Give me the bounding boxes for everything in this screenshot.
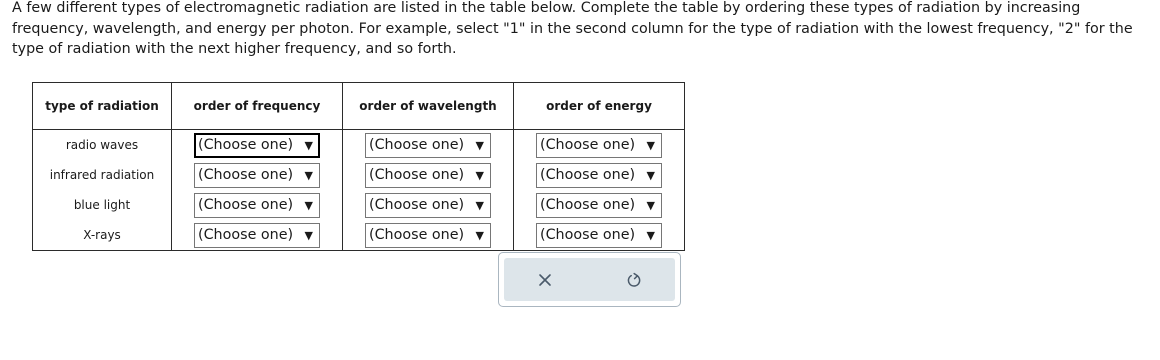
select-value: (Choose one) bbox=[369, 227, 465, 243]
frequency-select[interactable] bbox=[194, 223, 320, 248]
select-value: (Choose one) bbox=[540, 137, 636, 153]
table-row bbox=[33, 130, 685, 161]
radiation-table bbox=[32, 82, 685, 251]
header-order-of-energy: order of energy bbox=[514, 83, 685, 130]
energy-cell bbox=[514, 160, 685, 190]
dropdown-arrow-icon: ▼ bbox=[475, 138, 484, 152]
radiation-name: radio waves bbox=[33, 130, 172, 161]
select-value: (Choose one) bbox=[369, 197, 465, 213]
wavelength-cell bbox=[343, 220, 514, 251]
energy-cell bbox=[514, 190, 685, 220]
select-value: (Choose one) bbox=[198, 167, 294, 183]
dropdown-arrow-icon: ▼ bbox=[646, 168, 655, 182]
select-value: (Choose one) bbox=[198, 227, 294, 243]
select-value: (Choose one) bbox=[540, 167, 636, 183]
undo-icon bbox=[626, 272, 642, 288]
header-order-of-wavelength: order of wavelength bbox=[343, 83, 514, 130]
select-value: (Choose one) bbox=[198, 137, 294, 153]
dropdown-arrow-icon: ▼ bbox=[475, 198, 484, 212]
select-value: (Choose one) bbox=[540, 197, 636, 213]
dropdown-arrow-icon: ▼ bbox=[304, 168, 313, 182]
energy-cell bbox=[514, 130, 685, 161]
dropdown-arrow-icon: ▼ bbox=[646, 228, 655, 242]
action-button-bar bbox=[504, 258, 675, 301]
wavelength-cell bbox=[343, 160, 514, 190]
select-value: (Choose one) bbox=[540, 227, 636, 243]
dropdown-arrow-icon: ▼ bbox=[475, 228, 484, 242]
radiation-name: infrared radiation bbox=[33, 160, 172, 190]
radiation-name: X-rays bbox=[33, 220, 172, 251]
frequency-select[interactable] bbox=[194, 133, 320, 158]
wavelength-select[interactable] bbox=[365, 133, 491, 158]
energy-select[interactable] bbox=[536, 163, 662, 188]
undo-button[interactable] bbox=[604, 258, 664, 301]
energy-select[interactable] bbox=[536, 223, 662, 248]
instructions-text: A few different types of electromagnetic radiation are listed in the table below. Complete the table by ordering these types of radiation by increasing frequency, wavelength, and energy per photon. For example, select "1" in the second column for the type of radiation with the lowest frequency, "2" for the type of radiation with the next higher frequency, and so forth. bbox=[12, 0, 1133, 57]
clear-button[interactable] bbox=[515, 258, 575, 301]
table-row bbox=[33, 190, 685, 220]
wavelength-cell bbox=[343, 190, 514, 220]
select-value: (Choose one) bbox=[369, 167, 465, 183]
select-value: (Choose one) bbox=[369, 137, 465, 153]
frequency-cell bbox=[172, 160, 343, 190]
dropdown-arrow-icon: ▼ bbox=[646, 138, 655, 152]
wavelength-select[interactable] bbox=[365, 193, 491, 218]
energy-select[interactable] bbox=[536, 133, 662, 158]
table-row bbox=[33, 220, 685, 251]
header-type-of-radiation: type of radiation bbox=[33, 83, 172, 130]
table-header-row bbox=[33, 83, 685, 130]
dropdown-arrow-icon: ▼ bbox=[304, 198, 313, 212]
frequency-select[interactable] bbox=[194, 193, 320, 218]
dropdown-arrow-icon: ▼ bbox=[475, 168, 484, 182]
dropdown-arrow-icon: ▼ bbox=[304, 138, 313, 152]
frequency-cell bbox=[172, 130, 343, 161]
close-icon bbox=[538, 273, 552, 287]
header-order-of-frequency: order of frequency bbox=[172, 83, 343, 130]
answer-action-panel bbox=[498, 252, 681, 307]
select-value: (Choose one) bbox=[198, 197, 294, 213]
wavelength-cell bbox=[343, 130, 514, 161]
wavelength-select[interactable] bbox=[365, 163, 491, 188]
energy-select[interactable] bbox=[536, 193, 662, 218]
table-row bbox=[33, 160, 685, 190]
wavelength-select[interactable] bbox=[365, 223, 491, 248]
energy-cell bbox=[514, 220, 685, 251]
radiation-name: blue light bbox=[33, 190, 172, 220]
frequency-cell bbox=[172, 220, 343, 251]
frequency-cell bbox=[172, 190, 343, 220]
dropdown-arrow-icon: ▼ bbox=[304, 228, 313, 242]
dropdown-arrow-icon: ▼ bbox=[646, 198, 655, 212]
frequency-select[interactable] bbox=[194, 163, 320, 188]
